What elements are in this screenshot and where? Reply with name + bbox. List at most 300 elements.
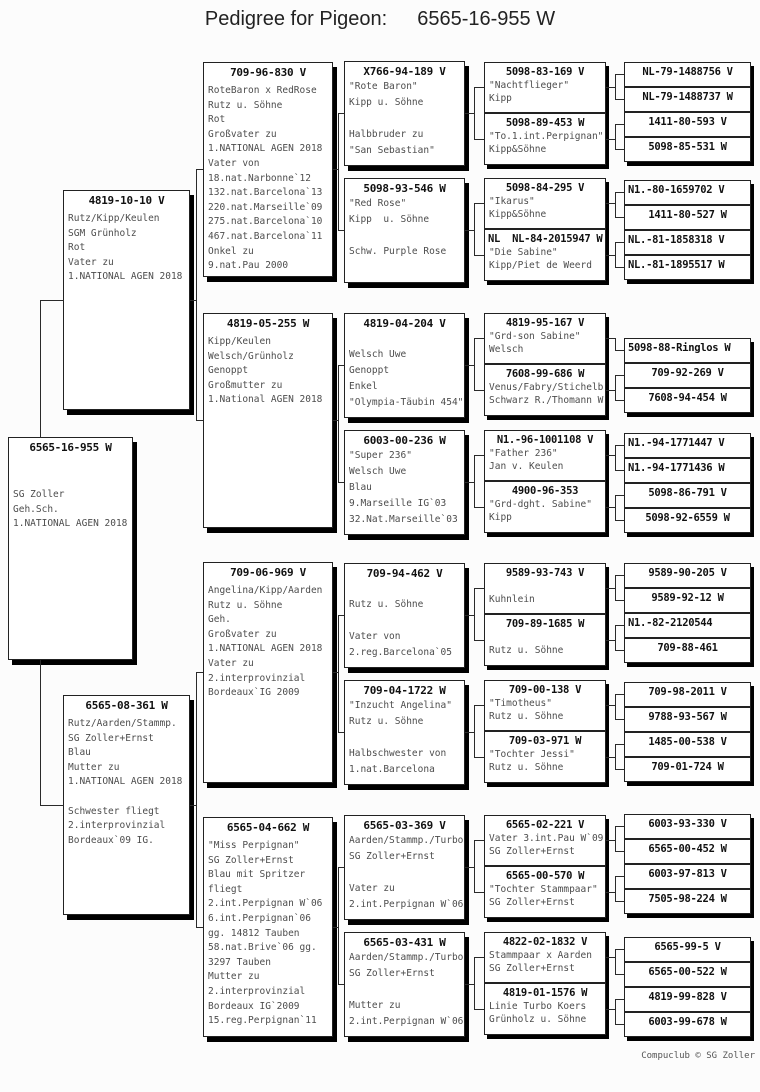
connector-line [615,149,624,150]
ring-number: 5098-92-6559 W [645,512,730,524]
ring-number: 5098-84-295 V [505,182,585,194]
connector-line [338,732,344,733]
pedigree-notes-line: Onkel zu [208,245,254,257]
pedigree-notes-line: Welsch [489,344,524,355]
pedigree-notes-line: 9.Marseille IG`03 [349,498,447,509]
connector-line [615,124,616,150]
pedigree-box [624,757,751,782]
ring-number: 7608-99-686 W [505,368,585,380]
pedigree-box [203,62,333,277]
connector-line [474,957,475,1010]
connector-line [615,999,624,1000]
pedigree-box [624,508,751,533]
pedigree-box [624,205,751,230]
connector-line [615,949,624,950]
pedigree-box [624,112,751,137]
pedigree-notes-line: 1.NATIONAL AGEN 2018 [13,518,128,530]
ring-number: 6003-00-236 W [363,434,446,447]
pedigree-notes-line: Bordeaux IG`2009 [208,1000,300,1012]
pedigree-notes-line: Halbschwester von [349,748,447,759]
pedigree-notes-line: SGM Grünholz [68,227,137,239]
ring-number: 709-04-1722 W [363,684,446,697]
connector-line [606,892,615,893]
pedigree-notes-line: Rutz u. Söhne [489,762,564,773]
pedigree-notes-line: Halbbruder zu [349,129,424,140]
ring-number: 6565-00-452 W [648,843,727,855]
connector-line [474,507,484,508]
connector-line [615,124,624,125]
ring-number: 5098-93-546 W [363,182,446,195]
pedigree-notes-line [485,580,605,593]
ring-number: 6565-02-221 V [505,819,585,831]
connector-line [615,375,624,376]
pedigree-notes-line: gg. 14812 Tauben [208,927,300,939]
ring-number: NL NL-84-2015947 W [488,233,603,245]
pedigree-notes-line: 2.interprovinzial [68,820,166,832]
pedigree-notes-line: Rutz u. Söhne [489,711,564,722]
connector-line [474,455,484,456]
connector-line [474,588,475,641]
pedigree-box [484,932,606,983]
pedigree-box [624,458,751,483]
pedigree-notes-line: Welsch/Grünholz [208,350,294,362]
connector-line [474,390,484,391]
connector-line [615,520,624,521]
connector-line [474,87,475,140]
pedigree-notes-line: Kipp/Piet de Weerd [489,260,592,271]
connector-line [615,350,624,351]
pedigree-notes-line: 467.nat.Barcelona`11 [208,230,323,242]
ring-number: 9589-93-743 V [505,567,585,579]
pedigree-notes-line: 9.nat.Pau 2000 [208,260,289,272]
connector-line [465,230,474,231]
ring-number: 6565-00-522 W [648,966,727,978]
connector-line [615,650,624,651]
ring-number: NL-79-1488756 V [642,66,733,78]
pedigree-notes-line: Rutz u. Söhne [208,599,283,611]
pedigree-notes-line: Stammpaar x Aarden [489,950,592,961]
pedigree-notes-line: Mutter zu [349,1000,401,1011]
connector-line [615,851,624,852]
connector-line [338,365,344,366]
pedigree-notes-line: Grünholz u. Söhne [489,1014,587,1025]
ring-number: 6003-99-678 W [648,1016,727,1028]
pedigree-notes-line: 2.int.Perpignan W`06 [349,899,464,910]
pedigree-notes-line: "To.1.int.Perpignan" [489,131,604,142]
ring-number: 6003-97-813 V [648,868,727,880]
connector-line [615,1024,624,1025]
pedigree-notes-line [9,459,132,474]
pedigree-box [344,815,465,920]
connector-line [196,672,197,928]
connector-line [474,338,484,339]
pedigree-box [484,731,606,783]
ring-number: 4819-05-255 W [226,317,310,330]
pedigree-box [624,363,751,388]
pedigree-box [624,1012,751,1037]
pedigree-notes-line: 2.int.Perpignan W`06 [208,898,323,910]
pedigree-notes-line: SG Zoller+Ernst [349,851,435,862]
connector-line [615,901,624,902]
connector-line [196,169,203,170]
pedigree-box [624,889,751,914]
pedigree-notes-line: Kuhnlein [489,594,535,605]
pedigree-box [344,932,465,1037]
pedigree-notes-line: Bordeaux`IG 2009 [208,687,300,699]
ring-number: 6565-03-431 W [363,936,446,949]
pedigree-notes-line: Kipp/Keulen [208,336,271,347]
pedigree-notes-line [345,228,464,244]
ring-number: 9589-90-205 V [648,567,727,579]
pedigree-box [484,614,606,666]
pedigree-box [203,562,333,783]
ring-number: NL.-81-1858318 V [628,234,725,246]
ring-number: 709-89-1685 W [505,618,585,630]
pedigree-notes-line: fliegt [208,883,243,895]
pedigree-notes-line [9,474,132,489]
connector-line [606,507,615,508]
connector-line [615,242,616,268]
ring-number: 6003-93-330 V [648,818,727,830]
pedigree-notes-line: Kipp [489,93,512,104]
pedigree-box [63,190,190,410]
connector-line [615,217,624,218]
connector-line [338,113,339,231]
ring-number: 1411-80-527 W [648,209,727,221]
pedigree-notes-line: 58.nat.Brive`06 gg. [208,942,317,954]
pedigree-box [484,229,606,281]
ring-number: 709-88-461 [657,642,718,654]
ring-number: 1485-00-538 V [648,736,727,748]
pedigree-box [624,839,751,864]
pedigree-box [624,230,751,255]
pedigree-notes-line [345,730,464,746]
connector-line [338,615,344,616]
connector-line [196,927,203,928]
ring-number: N1.-80-1659702 V [628,184,725,196]
pedigree-notes-line: RoteBaron x RedRose [208,85,317,96]
connector-line [615,495,624,496]
pedigree-notes-line: "Miss Perpignan" [208,840,300,851]
connector-line [474,588,484,589]
connector-line [474,338,475,391]
connector-line [615,999,616,1025]
pedigree-notes-line: Kipp [489,512,512,523]
pedigree-notes-line: "Ikarus" [489,196,535,207]
connector-line [474,705,475,758]
connector-line [465,732,474,733]
connector-line [465,365,474,366]
ring-number: NL.-81-1895517 W [628,259,725,271]
connector-line [606,588,615,589]
connector-line [615,74,616,100]
connector-line [474,640,484,641]
credit-line: Compuclub © SG Zoller [641,1051,755,1061]
pedigree-box [624,483,751,508]
pedigree-box [624,962,751,987]
pedigree-notes-line: Großmutter zu [208,379,283,391]
connector-line [615,625,616,651]
connector-line [474,840,475,893]
pedigree-notes-line: Jan v. Keulen [489,461,564,472]
connector-line [196,169,197,421]
connector-line [606,139,615,140]
pedigree-notes-line: 2.int.Perpignan W`06 [349,1016,464,1027]
pedigree-notes-line: "Nachtflieger" [489,80,570,91]
pedigree-notes-line: Geh. [208,614,231,626]
pedigree-box [344,563,465,668]
pedigree-notes-line: SG Zoller+Ernst [68,732,154,744]
connector-line [615,400,624,401]
pedigree-box [624,388,751,413]
connector-line [615,192,616,218]
ring-number: 7608-94-454 W [648,392,727,404]
ring-number: 6565-08-361 W [85,699,168,712]
pedigree-notes-line: Rutz/Kipp/Keulen [68,213,160,224]
pedigree-notes-line [345,865,464,881]
ring-number: 6565-16-955 W [29,441,112,454]
connector-line [40,300,41,438]
pedigree-notes-line: SG Zoller+Ernst [489,897,575,908]
pedigree-notes-line: "Rote Baron" [349,81,418,92]
pedigree-box [624,613,751,638]
pedigree-box [484,430,606,481]
pedigree-box [624,682,751,707]
pedigree-notes-line: Schwarz R./Thomann W [489,395,604,406]
pedigree-box [484,62,606,113]
connector-line [474,840,484,841]
pedigree-notes-line: Venus/Fabry/Stichelb [489,382,604,393]
pedigree-notes-line: 1.NATIONAL AGEN 2018 [68,776,183,788]
pedigree-box [484,481,606,533]
connector-line [474,757,484,758]
ring-number: N1.-94-1771436 W [628,462,725,474]
ring-number: 709-94-462 V [366,567,443,580]
pedigree-box [344,178,465,283]
pedigree-notes-line: Vater von [208,157,260,169]
pedigree-notes-line: Blau mit Spritzer [208,869,306,881]
ring-number: X766-94-189 V [363,65,446,78]
pedigree-notes-line: Kipp&Söhne [489,144,547,155]
connector-line [338,365,339,483]
connector-line [615,744,616,770]
connector-line [465,113,474,114]
pedigree-box [624,937,751,962]
pedigree-notes-line: Blau [349,482,372,493]
pedigree-notes-line: "Father 236" [489,448,558,459]
pedigree-box [8,437,133,660]
ring-number: 4822-02-1832 V [502,936,588,948]
pedigree-notes-line: SG Zoller+Ernst [489,846,575,857]
ring-number: N1.-94-1771447 V [628,437,725,449]
pedigree-box [484,313,606,364]
connector-line [615,974,624,975]
pedigree-box [484,113,606,165]
ring-number: 9788-93-567 W [648,711,727,723]
connector-line [474,87,484,88]
connector-line [615,949,616,975]
pedigree-notes-line: Aarden/Stammp./Turbo [349,952,464,963]
pedigree-box [203,313,333,528]
pedigree-notes-line: Rutz u. Söhne [489,645,564,656]
pedigree-notes-line: Geh.Sch. [13,503,59,515]
pedigree-notes-line: 275.nat.Barcelona`10 [208,216,323,228]
pedigree-notes-line: Großvater zu [208,628,277,640]
ring-number: 4819-10-10 V [88,194,165,207]
connector-line [606,757,615,758]
pedigree-notes-line: Vater zu [68,256,114,268]
ring-number: 9589-92-12 W [651,592,724,604]
connector-line [465,867,474,868]
connector-line [465,482,474,483]
pedigree-notes-line: 132.nat.Barcelona`13 [208,187,323,199]
ring-number: 4900-96-353 [511,485,579,497]
connector-line [606,203,615,204]
pedigree-notes-line: Angelina/Kipp/Aarden [208,585,323,596]
ring-number: 1411-80-593 V [648,116,727,128]
ring-number: 709-96-830 V [230,66,306,79]
pedigree-notes-line: 32.Nat.Marseille`03 [349,514,458,525]
pedigree-notes-line: SG Zoller+Ernst [349,968,435,979]
pedigree-notes-line: "San Sebastian" [349,145,435,156]
pedigree-box [624,180,751,205]
pedigree-notes-line [345,613,464,629]
connector-line [615,575,616,601]
ring-number: 5098-88-Ringlos W [628,342,731,354]
pedigree-box [484,680,606,731]
connector-line [474,255,484,256]
pedigree-notes-line: 3297 Tauben [208,956,271,968]
pedigree-notes-line: SG Zoller+Ernst [489,963,575,974]
ring-number: N1.-82-2120544 [628,617,713,629]
ring-number: N1.-96-1001108 V [496,434,594,446]
connector-line [474,203,475,256]
pedigree-notes-line: Kipp&Söhne [489,209,547,220]
connector-line [615,769,624,770]
pedigree-notes-line: Mutter zu [68,761,120,773]
pedigree-notes-line: Rutz u. Söhne [349,599,424,610]
pedigree-notes-line: Welsch Uwe [349,349,407,360]
ring-number: 6565-04-662 W [226,821,310,834]
pedigree-notes-line: Linie Turbo Koers [489,1001,587,1012]
connector-line [40,300,64,301]
pedigree-notes-line: 1.nat.Barcelona [349,764,435,775]
pedigree-box [624,338,751,363]
connector-line [40,660,41,806]
connector-line [196,672,203,673]
ring-number: 5098-83-169 V [505,66,585,78]
pedigree-notes-line: "Olympia-Täubin 454" [349,397,464,408]
connector-line [606,840,615,841]
pedigree-box [484,563,606,614]
connector-line [338,615,339,733]
connector-line [338,867,344,868]
pedigree-notes-line: Bordeaux`09 IG. [68,834,154,846]
pedigree-notes-line: Blau [68,747,91,759]
ring-number: 5098-86-791 V [648,487,727,499]
pedigree-notes-line: "Timotheus" [489,698,552,709]
pedigree-box [624,814,751,839]
pedigree-box [484,364,606,416]
ring-number: 709-92-269 V [651,367,724,379]
pedigree-notes-line: Vater von [349,631,401,642]
connector-line [615,694,616,720]
pedigree-notes-line: Schw. Purple Rose [349,246,447,257]
pedigree-notes-line [345,982,464,998]
pedigree-notes-line: "Die Sabine" [489,247,558,258]
pedigree-notes-line: 2.interprovinzial [208,985,306,997]
connector-line [606,640,615,641]
connector-line [615,445,624,446]
ring-number: 4819-95-167 V [505,317,585,329]
pedigree-box [624,137,751,162]
connector-line [615,575,624,576]
connector-line [615,74,624,75]
connector-line [338,867,339,985]
pedigree-notes-line: Kipp u. Söhne [349,214,430,225]
connector-line [615,242,624,243]
connector-line [474,957,484,958]
pedigree-box [624,62,751,87]
pedigree-notes-line: "Inzucht Angelina" [349,700,452,711]
connector-line [474,1009,484,1010]
connector-line [474,455,475,508]
pedigree-notes-line [345,581,464,597]
connector-line [606,705,615,706]
pedigree-notes-line: Großvater zu [208,128,277,140]
pedigree-notes-line: "Grd-son Sabine" [489,331,581,342]
pedigree-notes-line [64,790,189,805]
connector-line [615,744,624,745]
pedigree-notes-line: Welsch Uwe [349,466,407,477]
connector-line [606,255,615,256]
pedigree-box [484,866,606,918]
connector-line [615,495,616,521]
connector-line [338,482,344,483]
ring-number: 6565-99-5 V [654,941,721,953]
pedigree-notes-line: Enkel [349,381,378,392]
connector-line [615,719,624,720]
pedigree-box [624,732,751,757]
connector-line [338,984,344,985]
pedigree-box [624,87,751,112]
connector-line [615,826,616,852]
connector-line [474,139,484,140]
pedigree-box [344,61,465,166]
connector-line [196,420,203,421]
ring-number: 5098-89-453 W [505,117,585,129]
pedigree-notes-line: 2.reg.Barcelona`05 [349,647,452,658]
pedigree-box [484,178,606,229]
ring-number: 4819-04-204 V [363,317,446,330]
connector-line [615,694,624,695]
pedigree-box [624,638,751,663]
pedigree-notes-line: Rot [208,114,226,126]
ring-number: 709-01-724 W [651,761,724,773]
pedigree-notes-line: 1.National AGEN 2018 [208,394,323,406]
connector-line [615,876,616,902]
subject-ring-number: 6565-16-955 W [417,8,556,30]
connector-line [465,984,474,985]
ring-number: 6565-00-570 W [505,870,585,882]
ring-number: 7505-98-224 W [648,893,727,905]
pedigree-notes-line: SG Zoller+Ernst [208,854,294,866]
pedigree-box [344,680,465,785]
pedigree-box [624,864,751,889]
pedigree-notes-line: 1.NATIONAL AGEN 2018 [208,143,323,155]
pedigree-notes-line: "Grd-dght. Sabine" [489,499,592,510]
pedigree-notes-line [345,331,464,347]
